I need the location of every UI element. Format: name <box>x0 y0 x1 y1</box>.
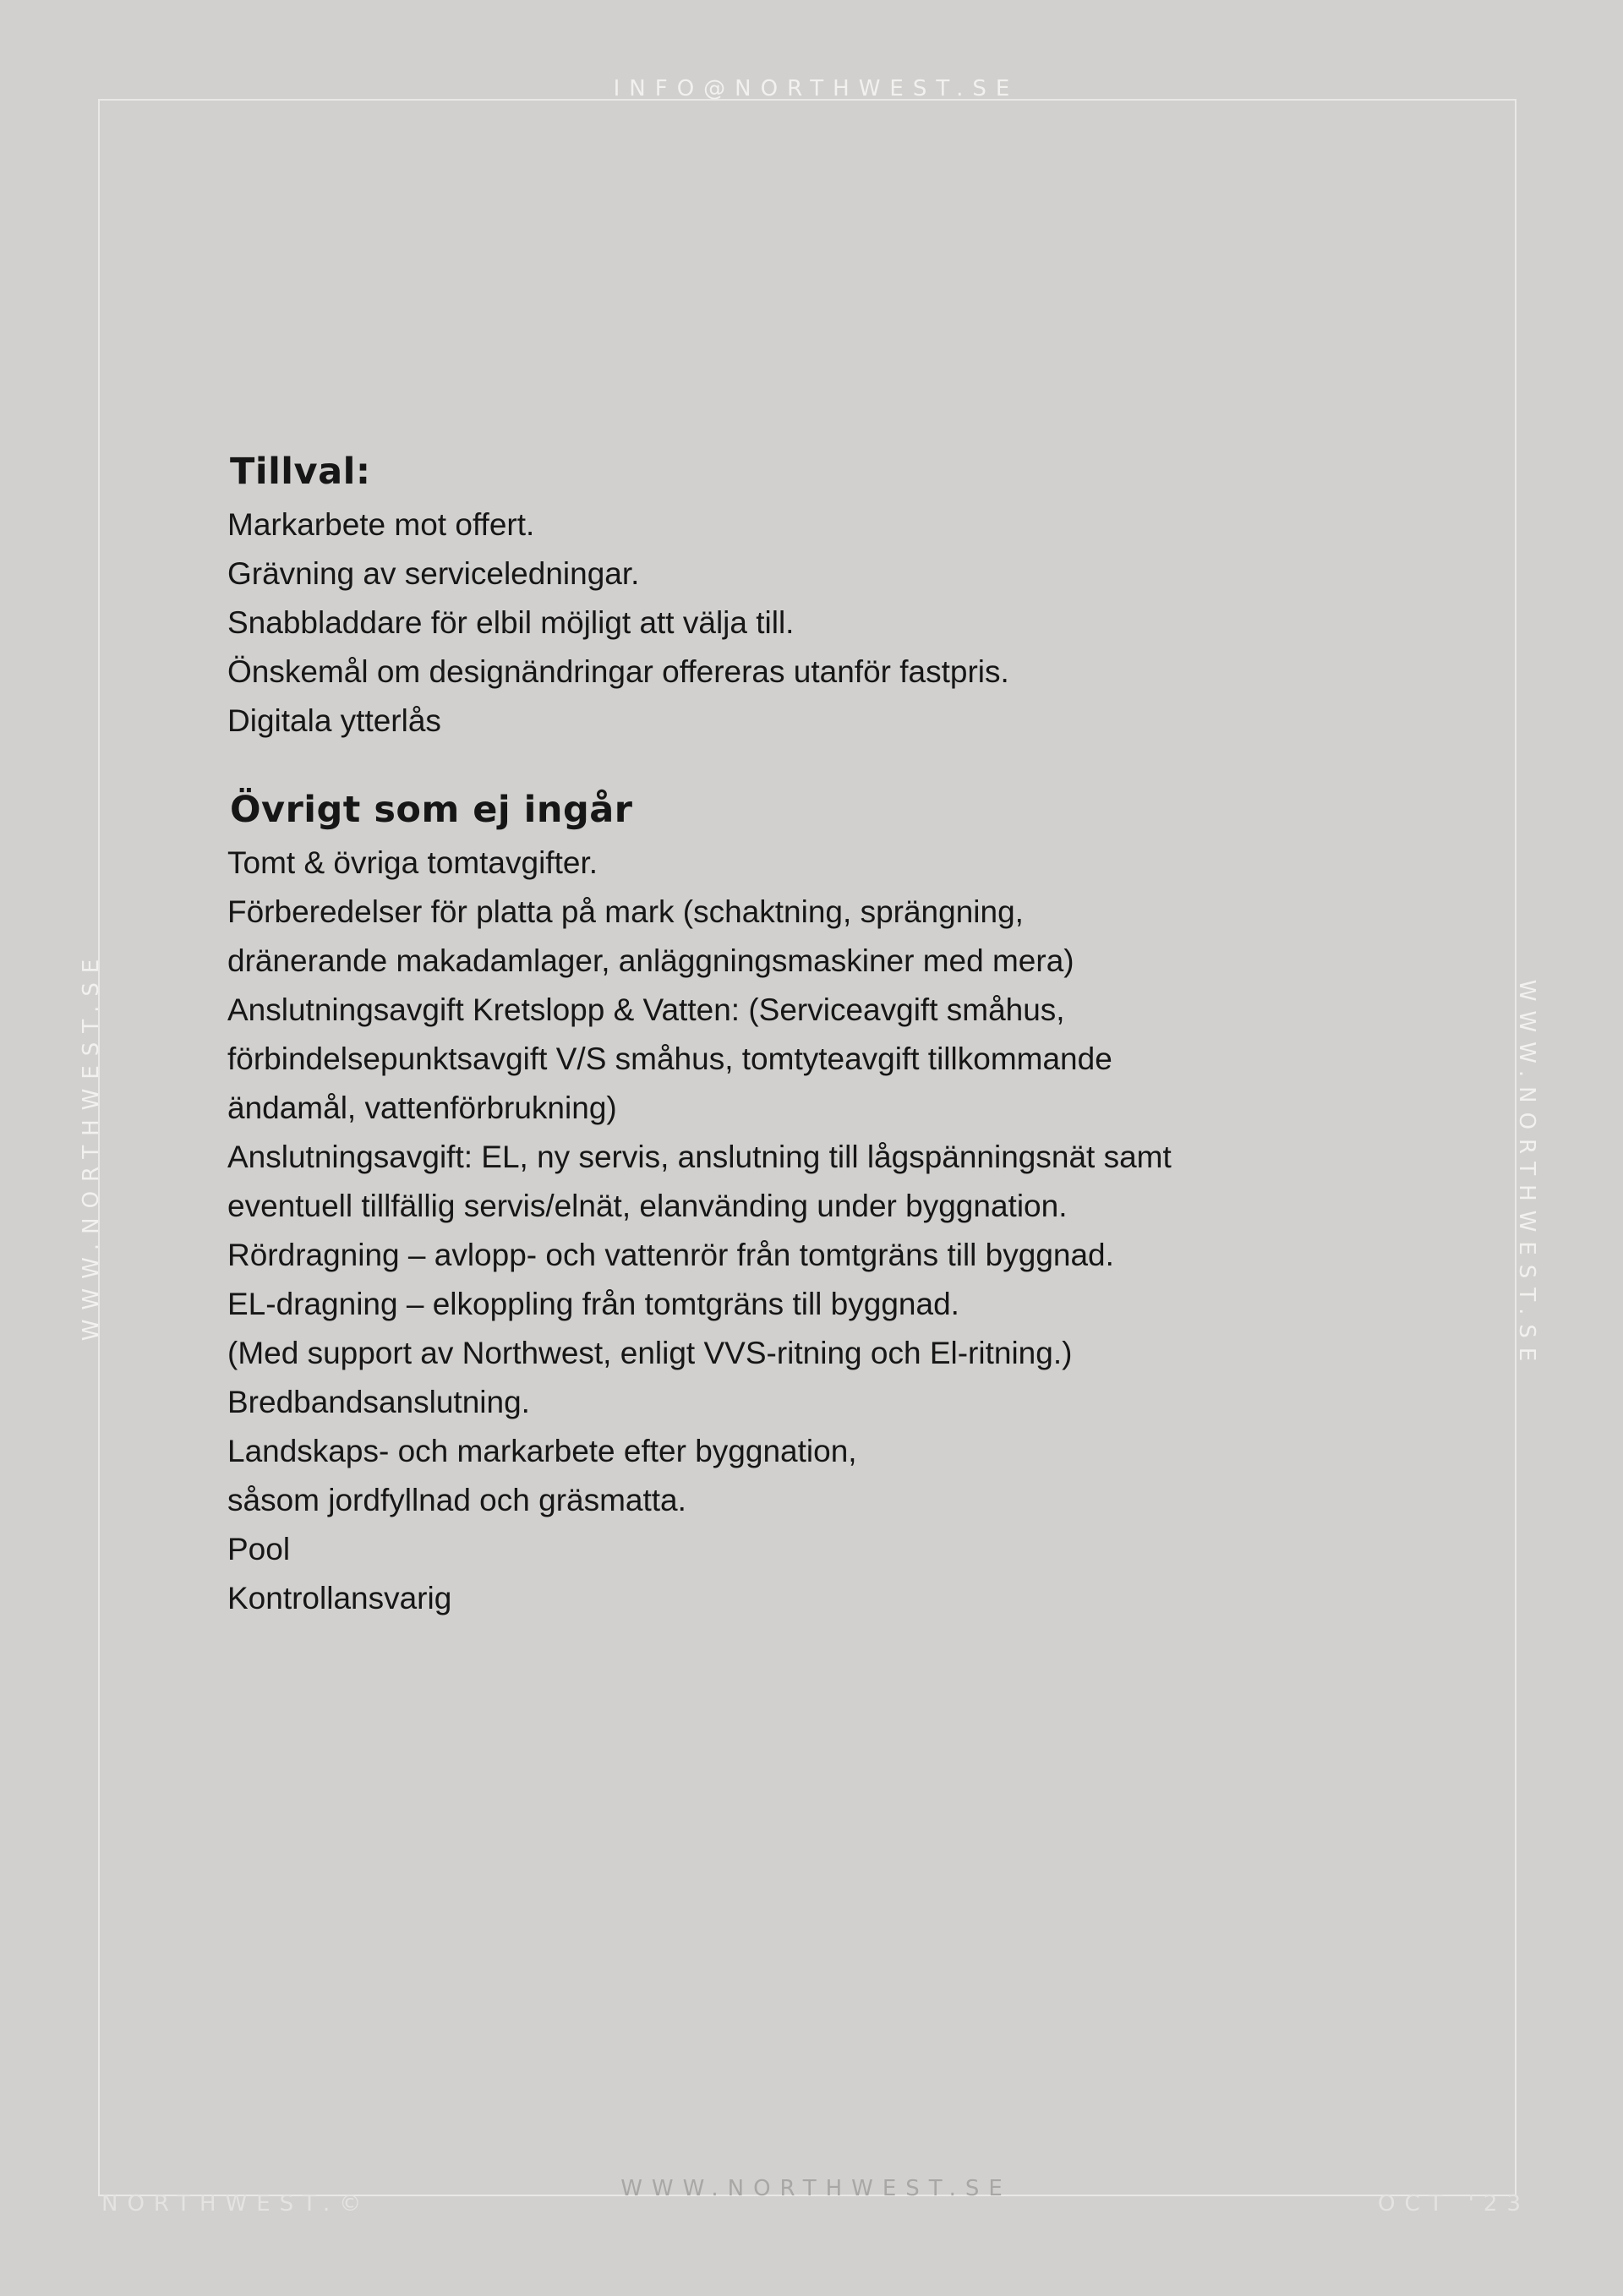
footer-date: OCT '23 <box>1378 2191 1530 2217</box>
section-heading: Tillval: <box>230 451 371 493</box>
list-item: Markarbete mot offert. <box>227 507 535 542</box>
list-item: Digitala ytterlås <box>227 703 441 738</box>
list-item: Tomt & övriga tomtavgifter. <box>227 845 598 880</box>
section-tillval <box>227 446 1242 746</box>
list-item: Pool <box>227 1532 291 1566</box>
header-email: INFO@NORTHWEST.SE <box>613 76 1019 101</box>
list-item: Anslutningsavgift: EL, ny servis, anslutning till lågspänningsnät samt <box>227 1140 1172 1174</box>
list-item: Landskaps- och markarbete efter byggnation, <box>227 1434 857 1468</box>
list-item: Förberedelser för platta på mark (schaktning, sprängning, <box>227 894 1024 929</box>
list-item: dränerande makadamlager, anläggningsmaskiner med mera) <box>227 943 1074 978</box>
footer-website: WWW.NORTHWEST.SE <box>620 2176 1012 2201</box>
list-item: Bredbandsanslutning. <box>227 1385 530 1419</box>
list-item: såsom jordfyllnad och gräsmatta. <box>227 1483 686 1517</box>
list-item: Grävning av serviceledningar. <box>227 556 640 591</box>
list-item: EL-dragning – elkoppling från tomtgräns till byggnad. <box>227 1287 959 1321</box>
section-heading: Övrigt som ej ingår <box>230 789 633 831</box>
document-content <box>227 446 1242 1623</box>
footer-brand: NORTHWEST.© <box>101 2191 371 2217</box>
list-item: Rördragning – avlopp- och vattenrör från tomtgräns till byggnad. <box>227 1238 1114 1272</box>
item-list <box>227 839 1242 1623</box>
list-item: Anslutningsavgift Kretslopp & Vatten: (Serviceavgift småhus, <box>227 992 1065 1027</box>
list-item: Snabbladdare för elbil möjligt att välja till. <box>227 605 795 640</box>
list-item: (Med support av Northwest, enligt VVS-ritning och El-ritning.) <box>227 1336 1073 1370</box>
list-item: eventuell tillfällig servis/elnät, elanvänding under byggnation. <box>227 1189 1068 1223</box>
list-item: Kontrollansvarig <box>227 1581 452 1615</box>
list-item: ändamål, vattenförbrukning) <box>227 1091 617 1125</box>
side-website-left: WWW.NORTHWEST.SE <box>79 949 104 1342</box>
list-item: Önskemål om designändringar offereras utanför fastpris. <box>227 654 1009 689</box>
item-list <box>227 500 1242 746</box>
list-item: förbindelsepunktsavgift V/S småhus, tomtyteavgift tillkommande <box>227 1041 1112 1076</box>
side-website-right: WWW.NORTHWEST.SE <box>1514 979 1539 1371</box>
section-ovrigt <box>227 784 1242 1623</box>
